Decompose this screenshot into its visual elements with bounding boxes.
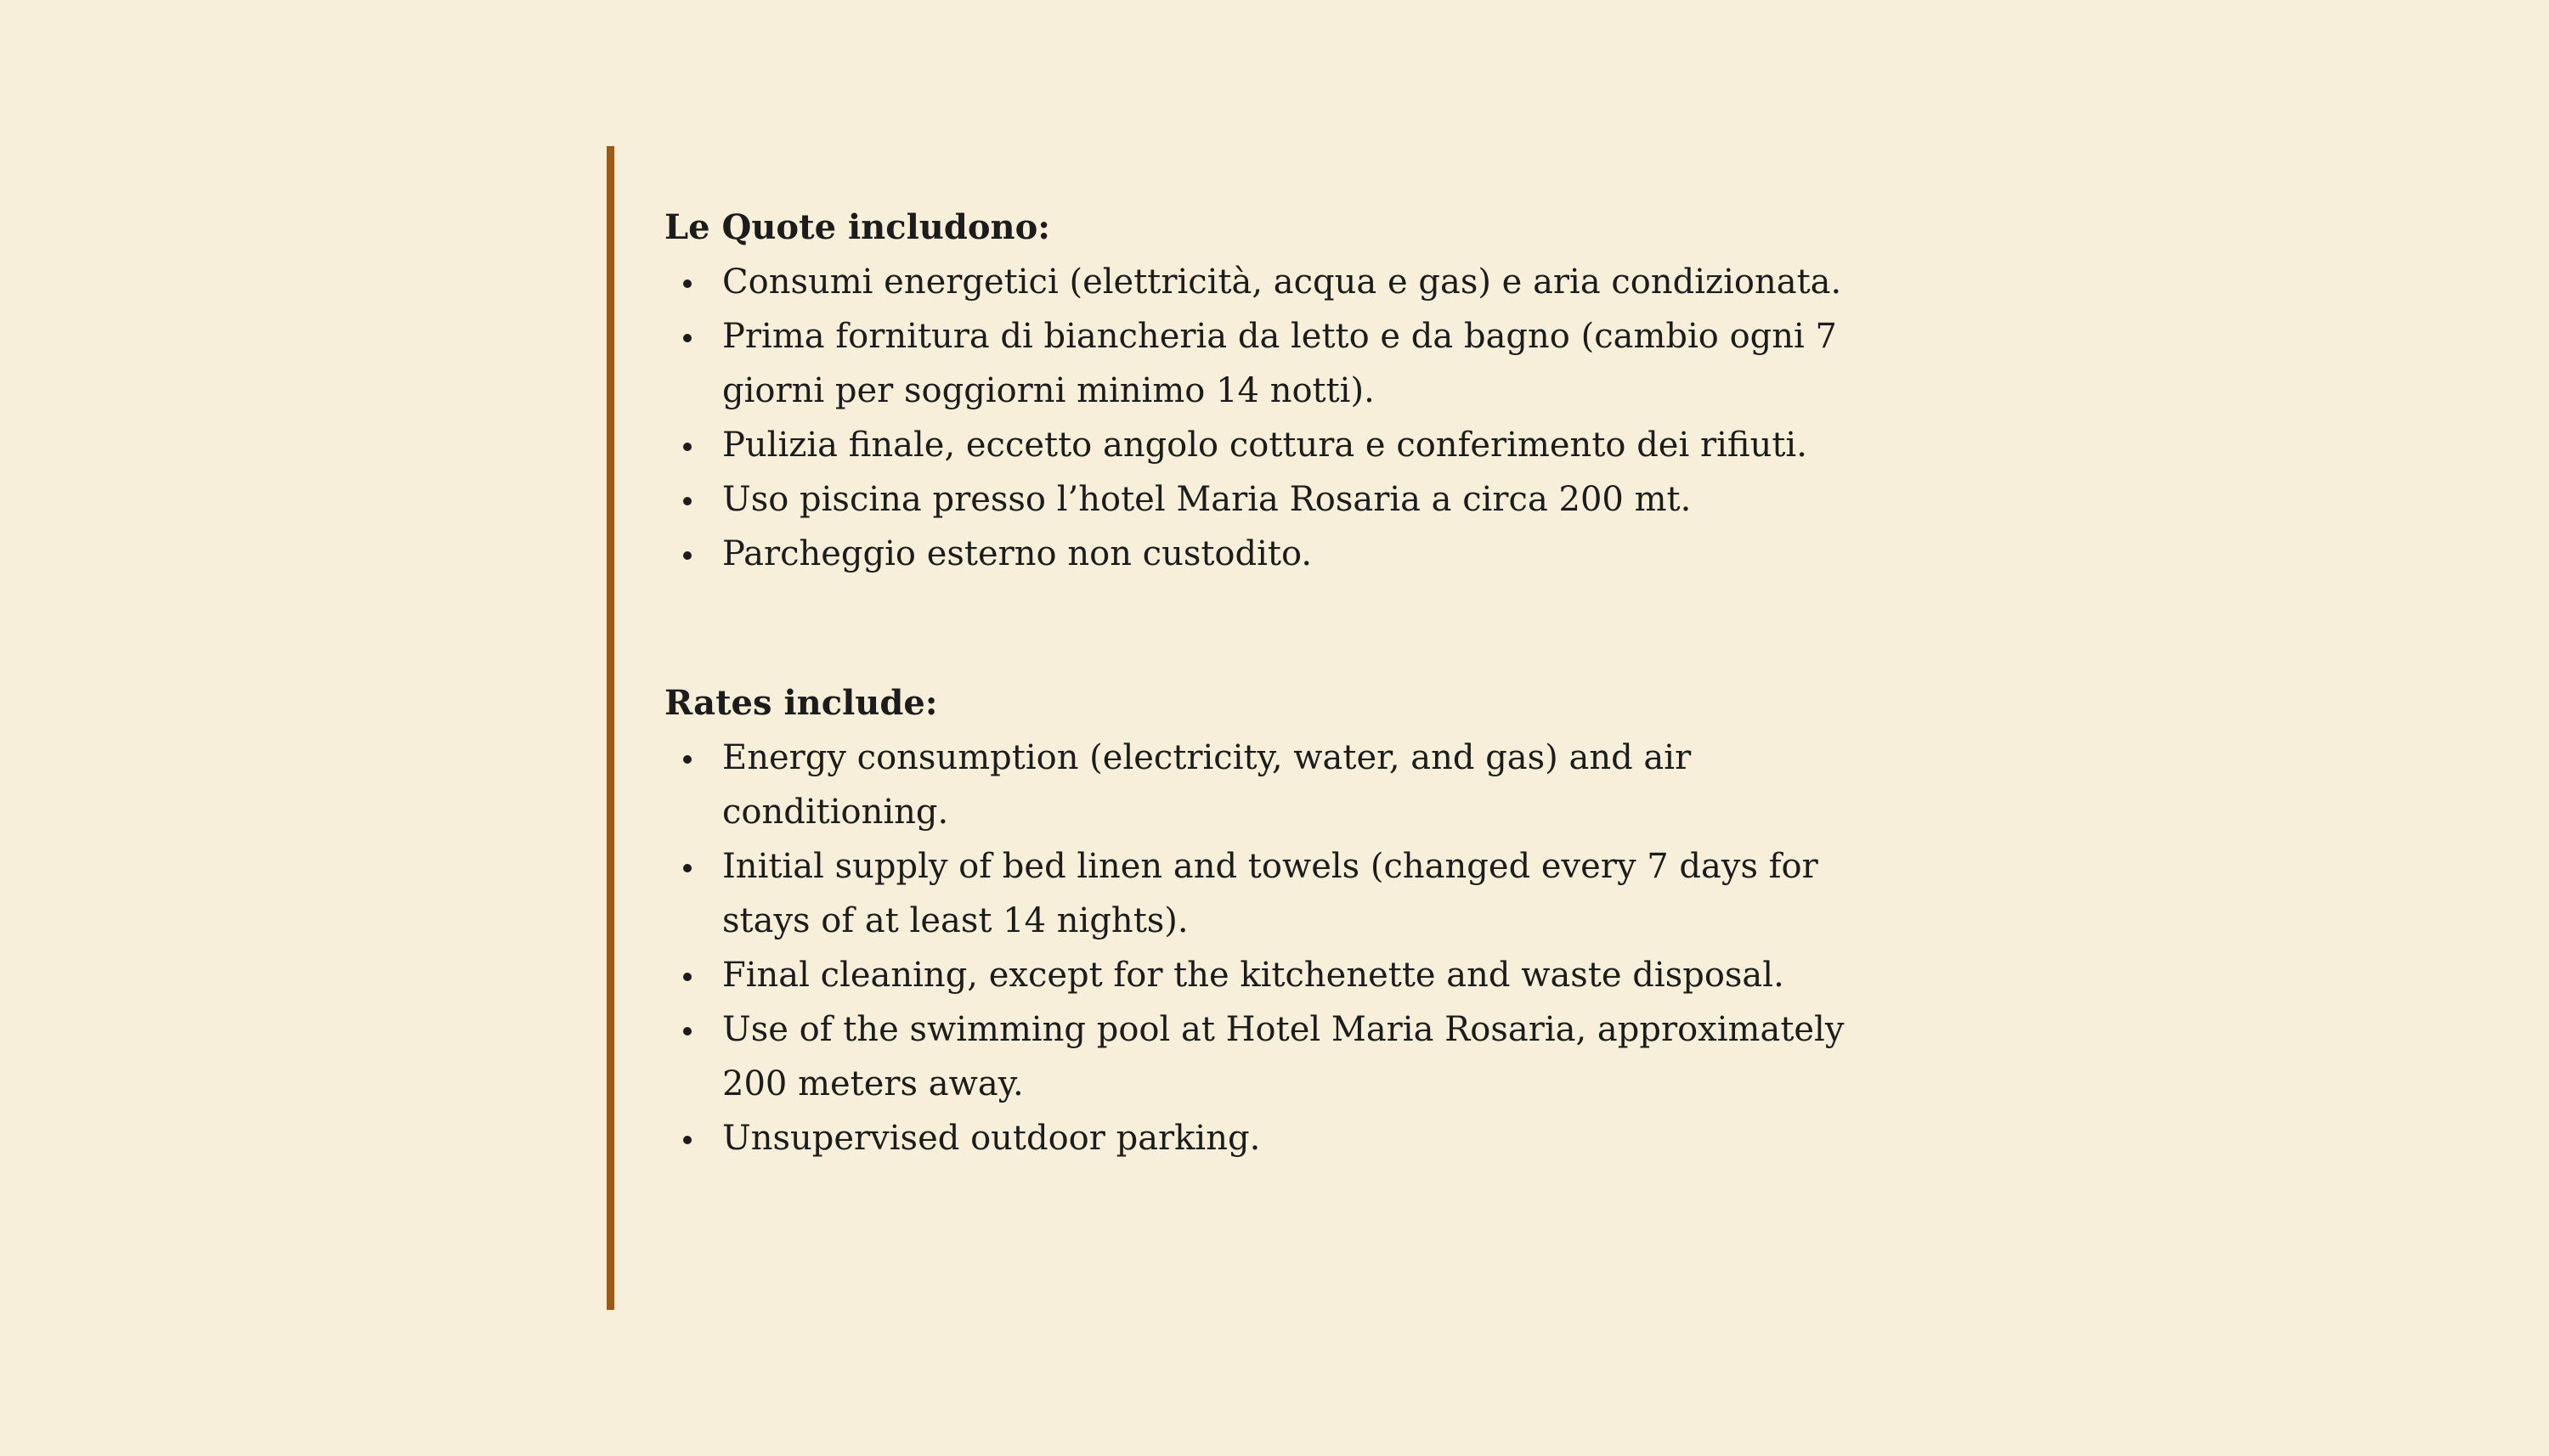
list-item: Uso piscina presso l’hotel Maria Rosaria a circa 200 mt. <box>664 472 1903 527</box>
list-item: Use of the swimming pool at Hotel Maria Rosaria, approximately 200 meters away. <box>664 1002 1903 1111</box>
italian-list <box>664 255 1922 581</box>
list-item: Energy consumption (electricity, water, and gas) and air conditioning. <box>664 731 1903 839</box>
list-item: Initial supply of bed linen and towels (changed every 7 days for stays of at least 14 nights). <box>664 839 1903 948</box>
english-heading: Rates include: <box>664 683 938 723</box>
list-item: Parcheggio esterno non custodito. <box>664 527 1903 581</box>
rates-content <box>664 200 1922 1165</box>
italian-section <box>664 200 1922 581</box>
list-item: Consumi energetici (elettricità, acqua e gas) e aria condizionata. <box>664 255 1903 309</box>
english-section <box>664 676 1922 1165</box>
english-list <box>664 731 1922 1165</box>
list-item: Final cleaning, except for the kitchenette and waste disposal. <box>664 948 1903 1002</box>
italian-heading: Le Quote includono: <box>664 207 1051 247</box>
accent-bar <box>607 146 614 1310</box>
section-spacer <box>664 581 1922 676</box>
list-item: Prima fornitura di biancheria da letto e da bagno (cambio ogni 7 giorni per soggiorni minimo 14 notti). <box>664 309 1903 418</box>
list-item: Pulizia finale, eccetto angolo cottura e conferimento dei rifiuti. <box>664 418 1903 472</box>
list-item: Unsupervised outdoor parking. <box>664 1111 1903 1165</box>
